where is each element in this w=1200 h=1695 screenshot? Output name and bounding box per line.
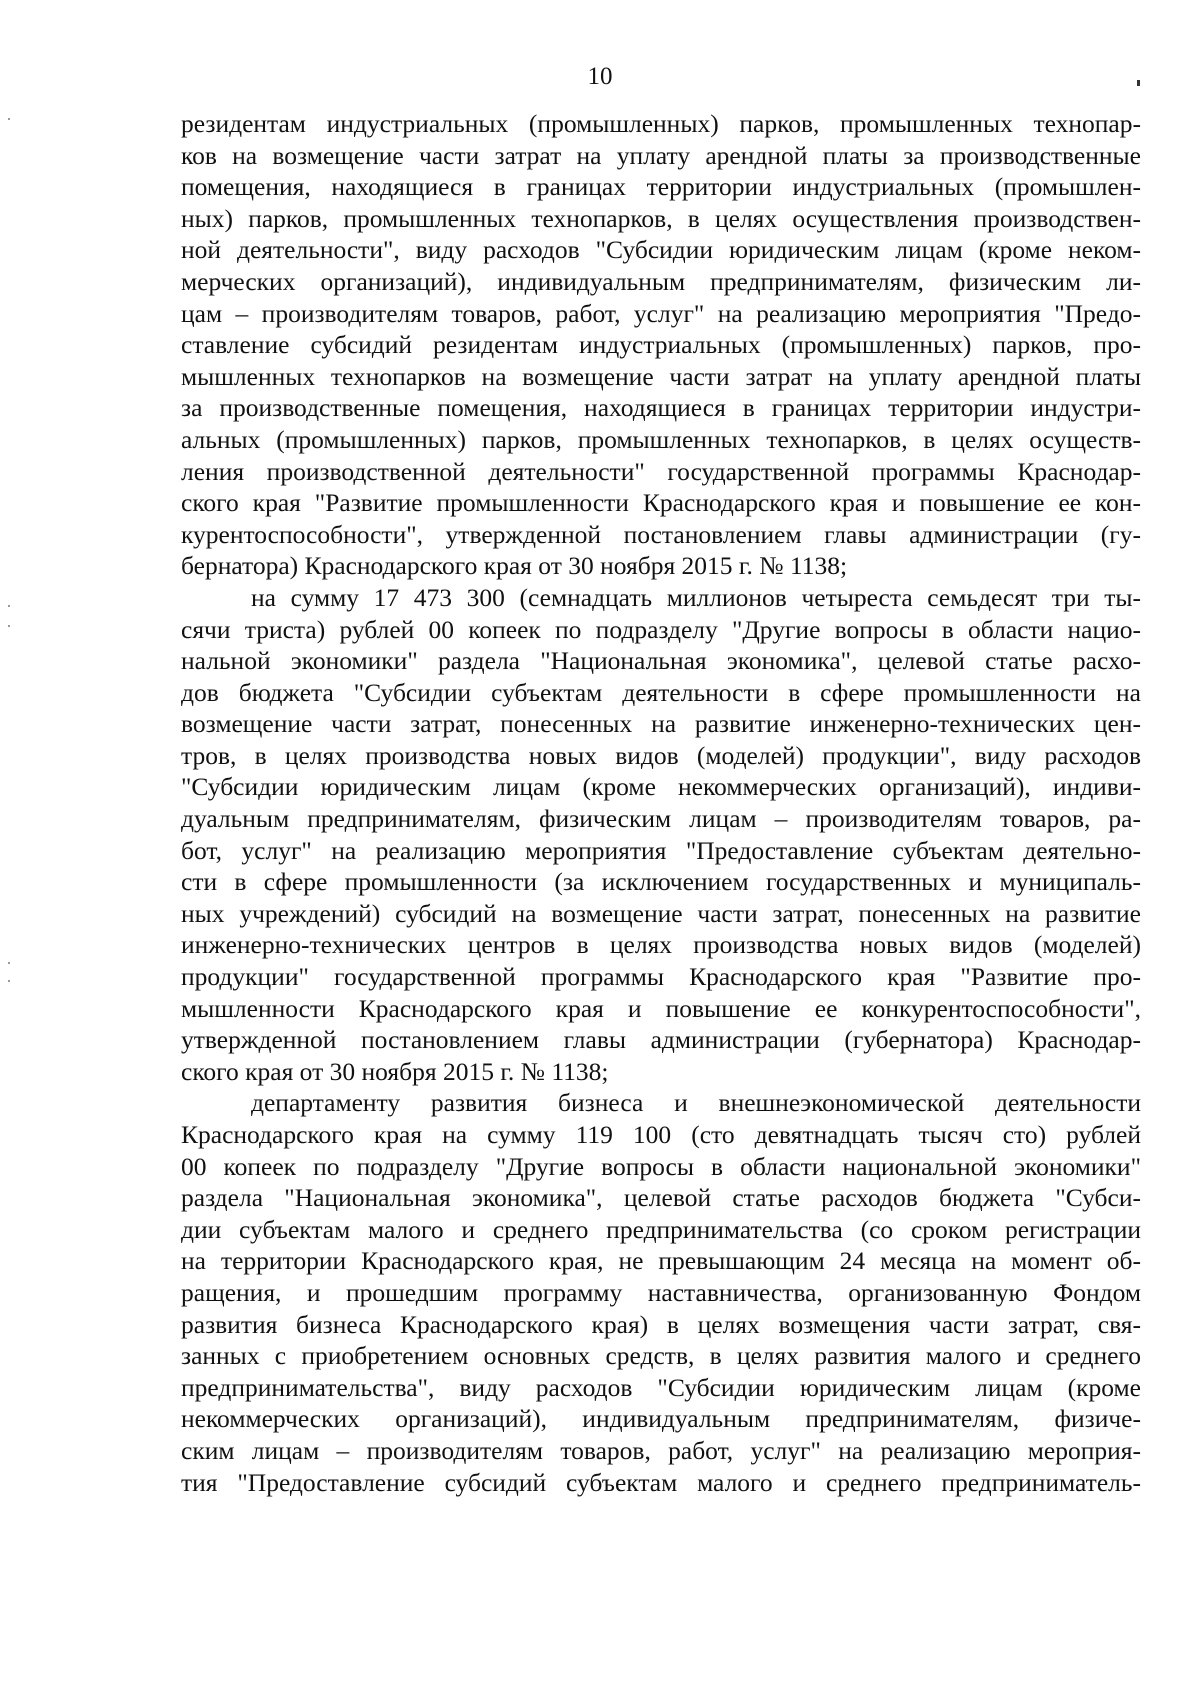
text-line: продукции" государственной программы Краснодарского края "Развитие про- (181, 962, 1141, 992)
text-line: за производственные помещения, находящиеся в границах территории индустри- (181, 393, 1141, 423)
text-line: департаменту развития бизнеса и внешнеэкономической деятельности (251, 1088, 1141, 1118)
text-line: сти в сфере промышленности (за исключением государственных и муниципаль- (181, 867, 1141, 897)
text-line: курентоспособности", утвержденной постановлением главы администрации (гу- (181, 519, 1141, 549)
body-text (181, 108, 1141, 1498)
text-line: занных с приобретением основных средств, в целях развития малого и среднего (181, 1341, 1141, 1371)
text-line: тия "Предоставление субсидий субъектам малого и среднего предприниматель- (181, 1467, 1141, 1497)
text-line: ления производственной деятельности" государственной программы Краснодар- (181, 456, 1141, 486)
text-line: резидентам индустриальных (промышленных) парков, промышленных технопар- (181, 109, 1141, 138)
page-number: 10 (587, 63, 613, 90)
text-line: помещения, находящиеся в границах территории индустриальных (промышлен- (181, 172, 1141, 202)
scan-dot (8, 118, 10, 120)
text-line: ставление субсидий резидентам индустриальных (промышленных) парков, про- (181, 330, 1141, 360)
text-line: предпринимательства", виду расходов "Субсидии юридическим лицам (кроме (181, 1372, 1141, 1402)
text-line: нальной экономики" раздела "Национальная экономика", целевой статье расхо- (181, 646, 1141, 676)
text-line: утвержденной постановлением главы администрации (губернатора) Краснодар- (181, 1025, 1141, 1055)
scan-dot (8, 980, 10, 982)
text-line: на сумму 17 473 300 (семнадцать миллионов четыреста семьдесят три ты- (251, 582, 1141, 612)
text-line: ращения, и прошедшим программу наставничества, организованную Фондом (181, 1277, 1141, 1307)
text-line: ского края от 30 ноября 2015 г. № 1138; (181, 1056, 609, 1086)
text-line: на территории Краснодарского края, не превышающим 24 месяца на момент об- (181, 1246, 1141, 1276)
text-line: развития бизнеса Краснодарского края) в целях возмещения части затрат, свя- (181, 1309, 1141, 1339)
text-line: сячи триста) рублей 00 копеек по подразделу "Другие вопросы в области нацио- (181, 614, 1141, 644)
text-line: дии субъектам малого и среднего предпринимательства (со сроком регистрации (181, 1214, 1141, 1244)
text-line: 00 копеек по подразделу "Другие вопросы в области национальной экономики" (181, 1151, 1141, 1181)
text-line: ных учреждений) субсидий на возмещение части затрат, понесенных на развитие (181, 898, 1141, 928)
text-line: возмещение части затрат, понесенных на развитие инженерно-технических цен- (181, 709, 1141, 739)
text-line: тров, в целях производства новых видов (моделей) продукции", виду расходов (181, 740, 1141, 770)
text-line: дов бюджета "Субсидии субъектам деятельности в сфере промышленности на (181, 677, 1141, 707)
text-line: бернатора) Краснодарского края от 30 ноября 2015 г. № 1138; (181, 551, 848, 581)
text-line: мерческих организаций), индивидуальным предпринимателям, физическим ли- (181, 266, 1141, 296)
scan-dot (8, 962, 10, 964)
text-line: Краснодарского края на сумму 119 100 (сто девятнадцать тысяч сто) рублей (181, 1120, 1141, 1149)
text-line: ским лицам – производителям товаров, работ, услуг" на реализацию мероприя- (181, 1435, 1141, 1465)
text-line: цам – производителям товаров, работ, услуг" на реализацию мероприятия "Предо- (181, 298, 1141, 328)
text-line: бот, услуг" на реализацию мероприятия "Предоставление субъектам деятельно- (181, 835, 1141, 865)
scan-dot (8, 605, 10, 607)
text-line: ных) парков, промышленных технопарков, в целях осуществления производствен- (181, 203, 1141, 233)
text-line: дуальным предпринимателям, физическим лицам – производителям товаров, ра- (181, 804, 1141, 834)
text-line: ной деятельности", виду расходов "Субсидии юридическим лицам (кроме неком- (181, 235, 1141, 265)
scan-dot (8, 625, 10, 627)
text-line: некоммерческих организаций), индивидуальным предпринимателям, физиче- (181, 1404, 1141, 1434)
text-line: мышленности Краснодарского края и повышение ее конкурентоспособности", (181, 993, 1141, 1023)
text-line: альных (промышленных) парков, промышленных технопарков, в целях осуществ- (181, 424, 1141, 454)
text-line: мышленных технопарков на возмещение части затрат на уплату арендной платы (181, 361, 1141, 391)
text-line: ского края "Развитие промышленности Краснодарского края и повышение ее кон- (181, 488, 1141, 518)
text-line: инженерно-технических центров в целях производства новых видов (моделей) (181, 930, 1141, 960)
scan-mark (1137, 80, 1140, 86)
text-line: "Субсидии юридическим лицам (кроме некоммерческих организаций), индиви- (181, 772, 1141, 802)
text-line: ков на возмещение части затрат на уплату арендной платы за производственные (181, 140, 1141, 170)
text-line: раздела "Национальная экономика", целевой статье расходов бюджета "Субси- (181, 1183, 1141, 1213)
